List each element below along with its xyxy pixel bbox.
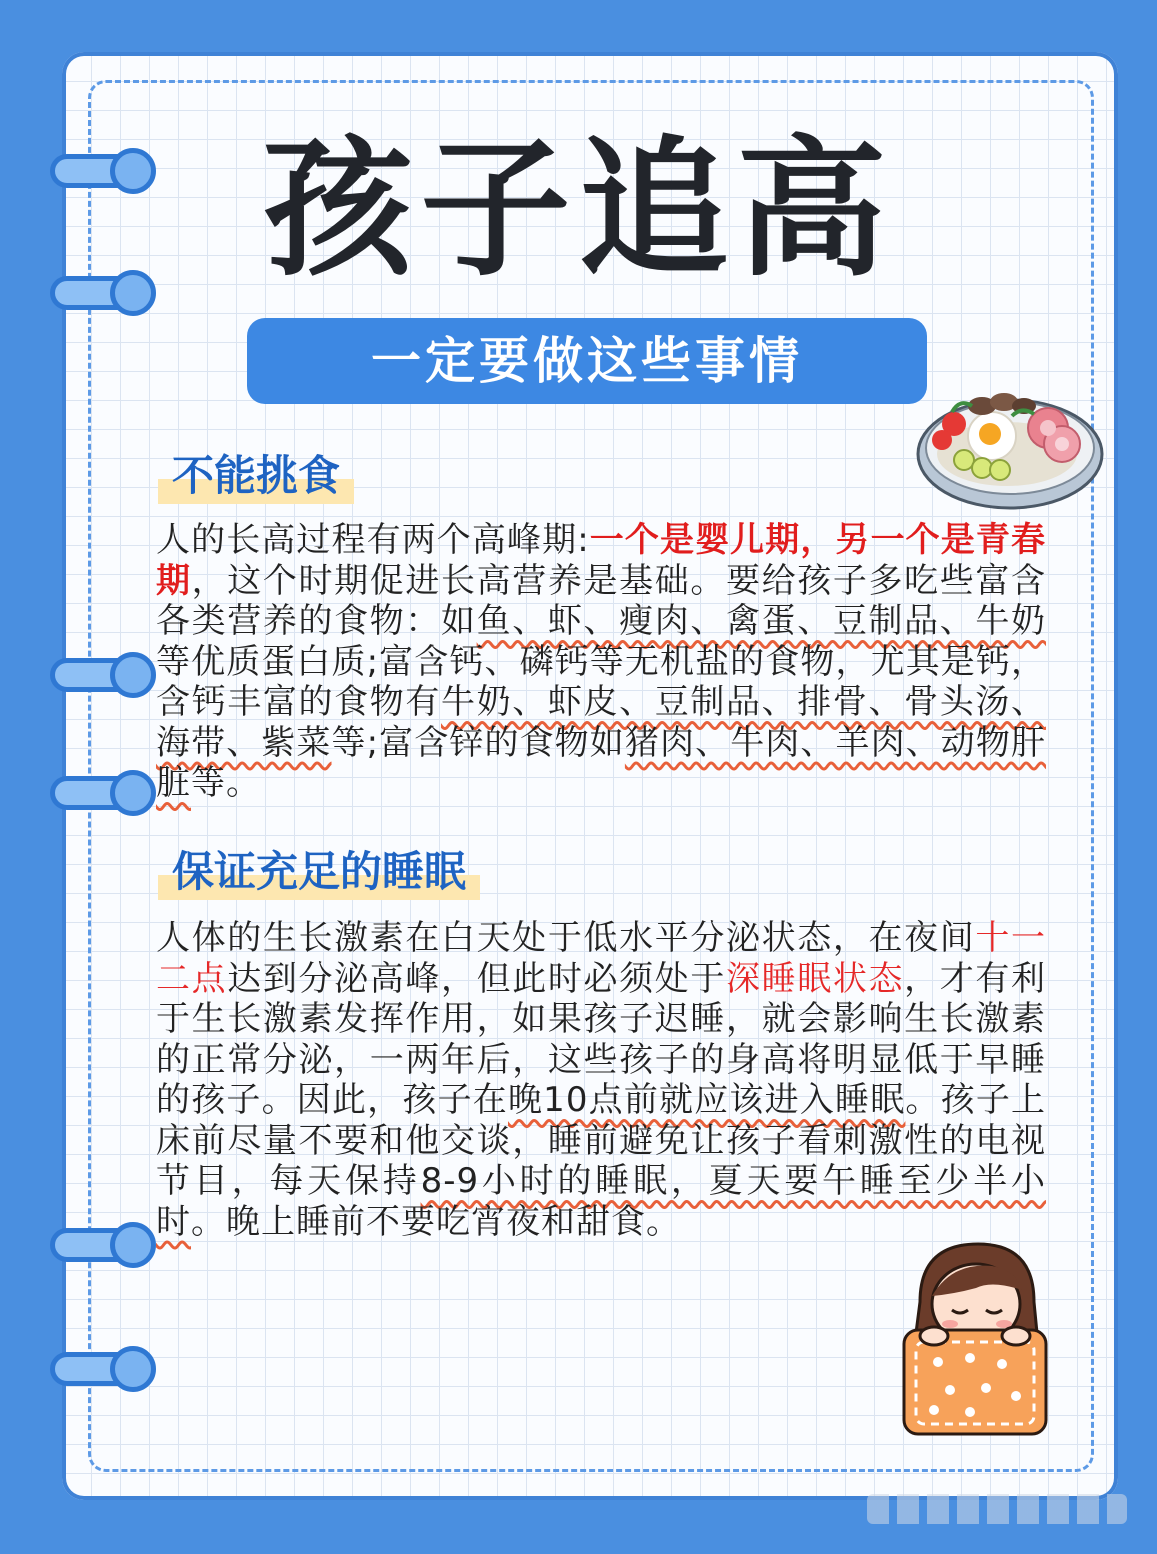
- page-title: 孩子追高: [262, 123, 895, 297]
- highlight-time: 十一二点: [156, 918, 1046, 999]
- underline-protein-foods: 鱼、虾、瘦肉、禽蛋、豆制品、牛奶: [476, 601, 1046, 641]
- text-span: 人体的生长激素在白天处于低水平分泌状态，在夜间: [156, 918, 976, 958]
- text-span: 达到分泌高峰，但此时必须处于: [227, 958, 726, 999]
- text-span: ，才有利于生长激素发挥作用，如果孩子迟睡，就会影响生长激素的正常分泌，一两年后，这些孩子的身高将明显低于早睡的孩子。因此，孩子在: [156, 958, 1046, 1120]
- section-heading-sleep: 保证充足的睡眠: [158, 844, 480, 900]
- binder-ring: [50, 1222, 146, 1268]
- text-span: 等优质蛋白质;富含钙、磷钙等无机盐的食物，尤其是钙，含钙丰富的食物有: [156, 641, 1046, 722]
- underline-bedtime: 晚10点前就应该进入睡眠: [507, 1080, 906, 1120]
- food-bowl-icon: [912, 382, 1112, 512]
- text-span: 人的长高过程有两个高峰期:: [156, 520, 590, 560]
- section-heading-nutrition: 不能挑食: [158, 448, 354, 504]
- nutrition-paragraph: [156, 520, 1046, 804]
- watermark: [867, 1494, 1127, 1524]
- highlight-deep-sleep: 深睡眠状态: [726, 958, 905, 999]
- sleeping-child-icon: [890, 1240, 1060, 1440]
- binder-ring: [50, 652, 146, 698]
- text-span: 等。: [191, 763, 261, 803]
- text-span: 。孩子上床前尽量不要和他交谈，睡前避免让孩子看刺激性的电视节目，每天保持: [156, 1080, 1047, 1201]
- underline-zinc-foods: 猪肉、牛肉、羊肉、动物肝脏: [156, 722, 1047, 803]
- subtitle-banner: 一定要做这些事情: [247, 318, 927, 404]
- binder-ring: [50, 770, 146, 816]
- underline-calcium-foods: 牛奶、虾皮、豆制品、排骨、骨头汤、海带、紫菜: [156, 682, 1046, 763]
- text-span: 。晚上睡前不要吃宵夜和甜食。: [191, 1201, 681, 1242]
- text-span: 等;富含锌的食物如: [331, 722, 625, 763]
- binder-ring: [50, 1346, 146, 1392]
- sleep-paragraph: [156, 918, 1046, 1242]
- underline-sleep-hours: 8-9小时的睡眠，夏天要午睡至少半小时: [156, 1161, 1047, 1242]
- highlight-peak-periods: 一个是婴儿期，另一个是青春期: [156, 520, 1046, 601]
- text-span: ，这个时期促进长高营养是基础。要给孩子多吃些富含各类营养的食物：如: [156, 560, 1046, 641]
